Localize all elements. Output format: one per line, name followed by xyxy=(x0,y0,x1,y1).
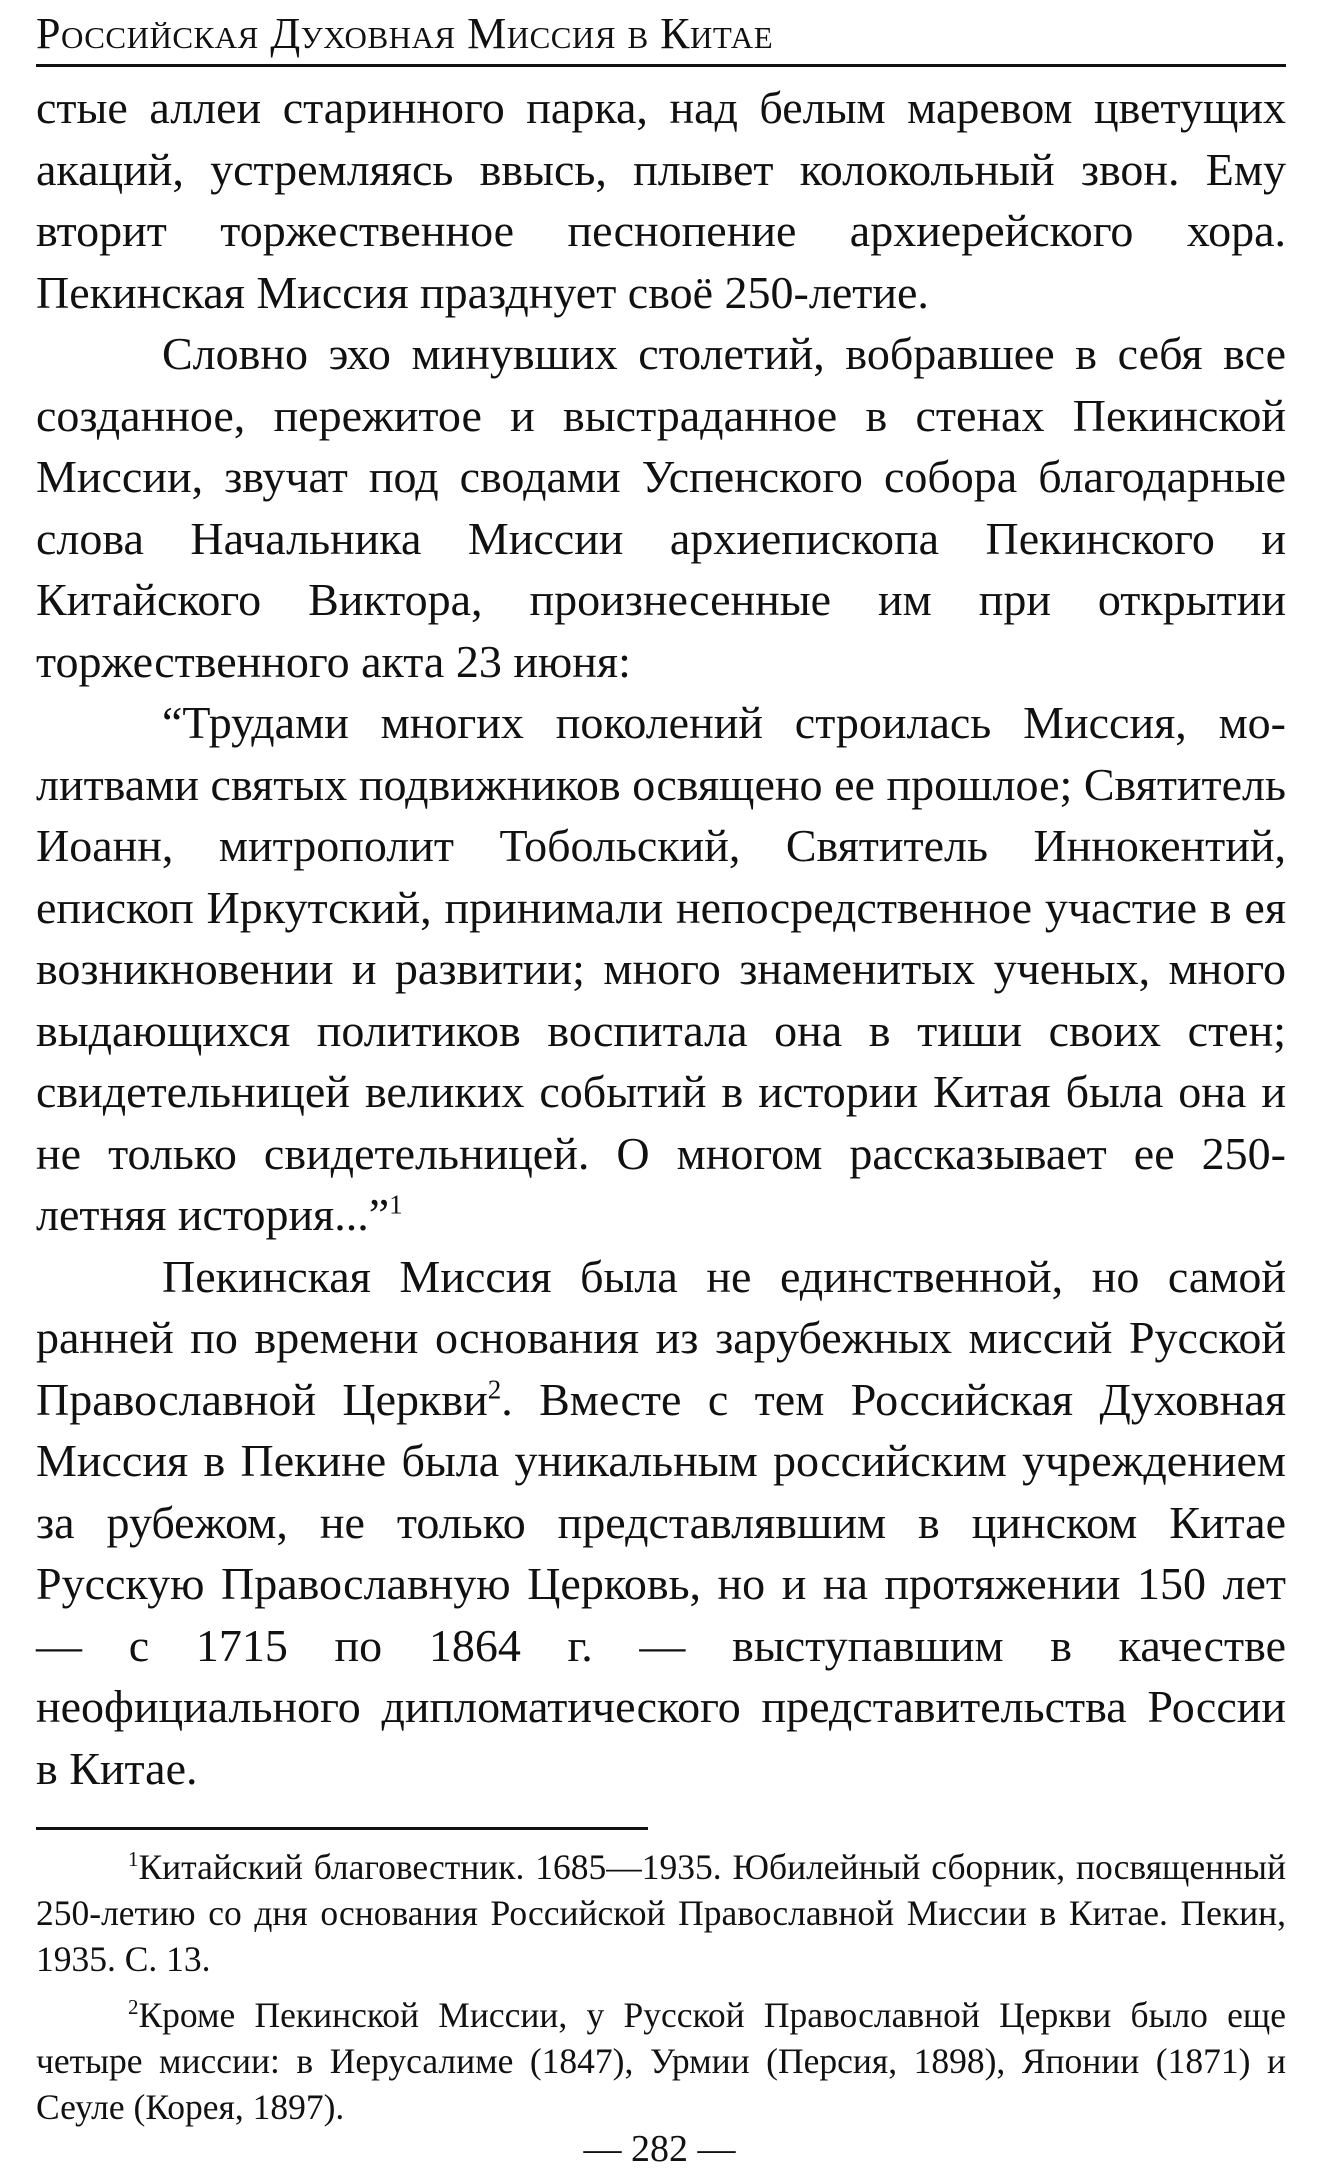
paragraph xyxy=(36,77,1286,323)
footnote-mark: 1 xyxy=(128,1847,139,1872)
paragraph-text: Словно эхо минувших столетий, вобравшее в себя все созданное, пережитое и выстраданное в стенах Пекинской Миссии, звучат под сводами Успенского собора благодарные слова Начальника Миссии архиепископа Пекинского и Китайского Виктора, произнесенные им при открытии торжественного акта 23 июня: xyxy=(36,328,1286,687)
page-number: — 282 — xyxy=(583,2128,736,2170)
paragraph xyxy=(36,1246,1286,1800)
footnote xyxy=(36,1844,1286,1982)
footnote xyxy=(36,1992,1286,2130)
footnote-ref[interactable]: 2 xyxy=(487,1374,502,1405)
main-text xyxy=(36,77,1286,1799)
paragraph xyxy=(36,323,1286,692)
book-page xyxy=(36,8,1286,2140)
paragraph-text: стые аллеи старинного парка, над белым маревом цветущих акаций, устремляясь ввысь, плывет колокольный звон. Ему вторит торжественное песнопение архиерейского хора. Пекинская Миссия празднует своё 250-летие. xyxy=(36,82,1286,318)
footnote-text: Китайский благовестник. 1685—1935. Юбилейный сборник, посвященный 250-летию со дня основания Российской Православной Миссии в Китае. Пекин, 1935. С. 13. xyxy=(36,1847,1286,1979)
footnote-ref[interactable]: 1 xyxy=(389,1189,403,1220)
paragraph-text: Пекинская Миссия была не единственной, но самой ранней по времени основания из зарубежных миссий Русской Православной Церкви xyxy=(36,1250,1286,1425)
footnotes xyxy=(36,1844,1286,2130)
footnote-mark: 2 xyxy=(128,1995,139,2020)
footnote-text: Кроме Пекинской Миссии, у Русской Православной Церкви было еще четыре миссии: в Иерусалиме (1847), Урмии (Персия, 1898), Японии (1871) и Сеуле (Корея, 1897). xyxy=(36,1995,1286,2127)
paragraph-text-continued: . Вместе с тем Российская Духовная Миссия в Пекине была уникальным российским учреждением за рубежом, не только представлявшим в цинском Китае Русскую Православную Церковь, но и на протяжении 150 лет — с 1715 по 1864 г. — выступавшим в качестве неофициального дипломатического представительства России в Китае. xyxy=(36,1373,1286,1794)
running-head: Российская Духовная Миссия в Китае xyxy=(36,8,1286,67)
paragraph-text: “Трудами многих поколений строилась Миссия, молитвами святых подвижников освящено ее прошлое; Святитель Иоанн, митрополит Тобольский, Святитель Иннокентий, епископ Иркутский, принимали непосредственное участие в ея возникновении и развитии; много знаменитых ученых, много выдающихся политиков воспитала она в тиши своих стен; свидетельницей великих событий в истории Китая была она и не только свидетельницей. О многом рассказывает ее 250-летняя история...” xyxy=(36,697,1286,1240)
paragraph xyxy=(36,692,1286,1246)
footnote-separator xyxy=(36,1827,648,1830)
